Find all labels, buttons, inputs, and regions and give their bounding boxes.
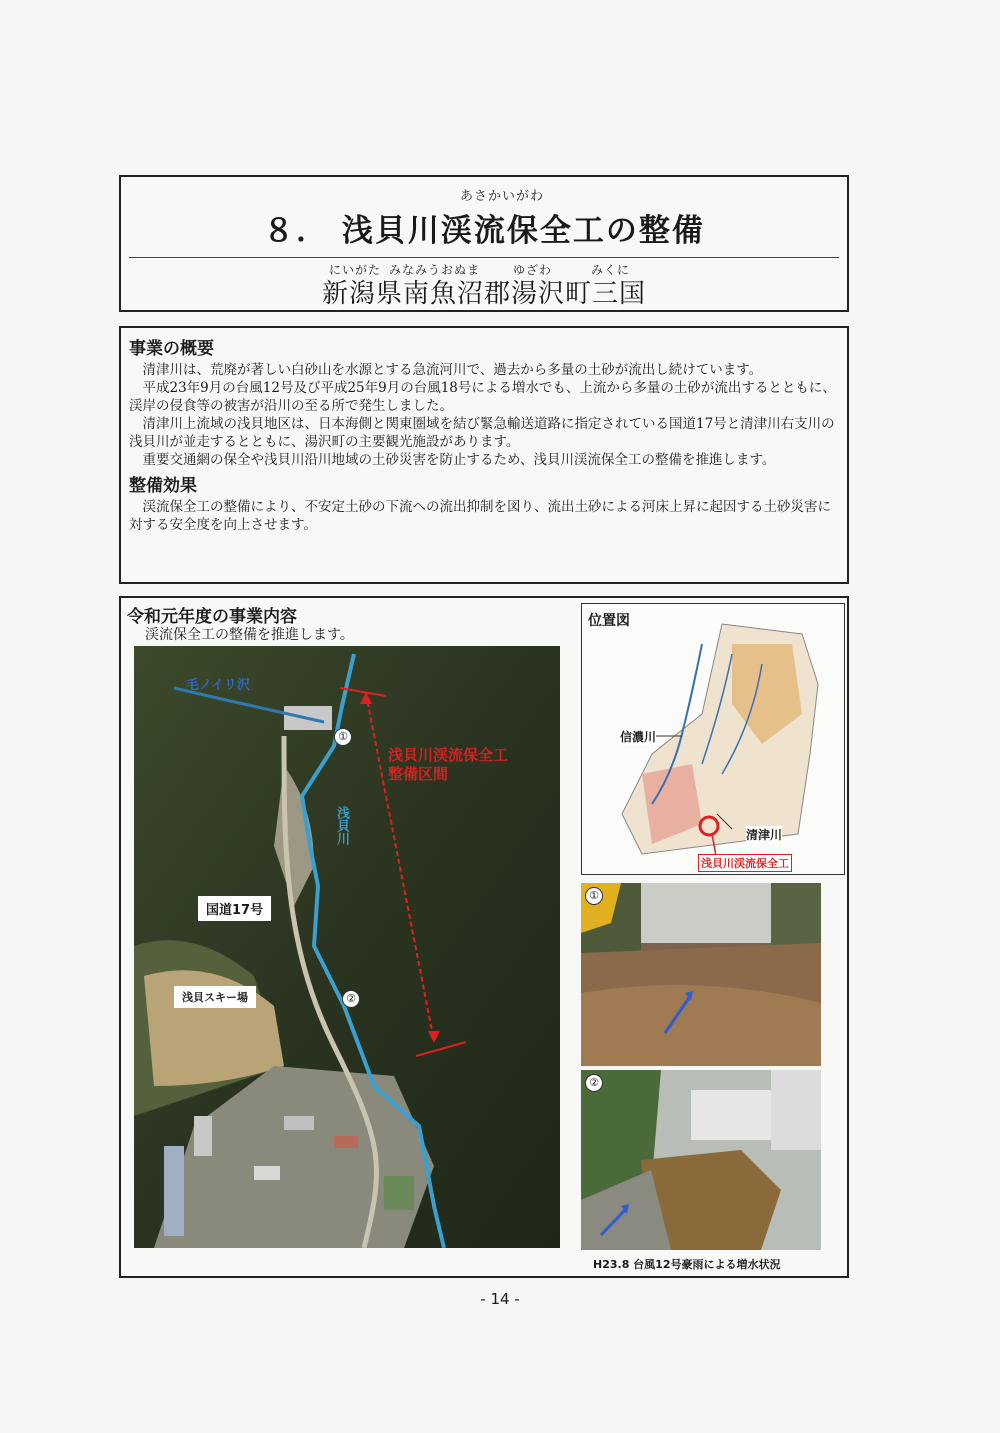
road-label: 国道17号 <box>198 896 271 921</box>
subtitle-ruby-3: ゆざわ <box>513 263 553 277</box>
flood-photo-2-drawing <box>581 1070 821 1250</box>
subtitle-ruby-4: みくに <box>591 263 631 277</box>
section-label-1: 浅貝川渓流保全工 <box>388 746 509 764</box>
page-number: - 14 - <box>480 1290 520 1308</box>
subtitle-ruby-2: みなみうおぬま <box>389 263 481 277</box>
aerial-photo <box>134 646 560 1248</box>
title-ruby: あさかいがわ <box>460 189 545 204</box>
title-box <box>119 175 849 312</box>
overview-paragraph: 清津川上流域の浅貝地区は、日本海側と関東圏域を結び緊急輸送道路に指定されている国道17号と清津川右支川の浅貝川が並走するとともに、湯沢町の主要観光施設があります。 <box>129 416 835 450</box>
title-divider <box>129 257 839 258</box>
flood-photo-1 <box>581 883 821 1066</box>
marker-2: ② <box>342 990 360 1008</box>
ski-label: 浅貝スキー場 <box>174 986 256 1008</box>
overview-paragraph: 清津川は、荒廃が著しい白砂山を水源とする急流河川で、過去から多量の土砂が流出し続けています。 <box>142 362 763 378</box>
work-heading: 令和元年度の事業内容 <box>127 607 297 627</box>
marker-1: ① <box>334 728 352 746</box>
river-label: 浅貝川 <box>334 806 349 845</box>
site-label: 浅貝川渓流保全工 <box>698 854 792 872</box>
subtitle-ruby-1: にいがた <box>329 263 382 277</box>
flood-photo-1-drawing <box>581 883 821 1066</box>
effect-heading: 整備効果 <box>129 476 197 496</box>
overview-box <box>119 326 849 584</box>
work-box <box>119 596 849 1278</box>
work-text: 渓流保全工の整備を推進します。 <box>145 627 354 643</box>
flood-photo-2 <box>581 1070 821 1250</box>
location-map <box>581 603 845 875</box>
kiyotsu-label: 清津川 <box>746 828 783 842</box>
section-label-2: 整備区間 <box>388 765 449 783</box>
photo-2-number: ② <box>585 1074 603 1092</box>
page-subtitle: 新潟県南魚沼郡湯沢町三国 <box>321 279 646 309</box>
effect-paragraph: 渓流保全工の整備により、不安定土砂の下流への流出抑制を図り、流出土砂による河床上昇に起因する土砂災害に対する安全度を向上させます。 <box>129 499 831 533</box>
overview-paragraph: 平成23年9月の台風12号及び平成25年9月の台風18号による増水でも、上流から多量の土砂が流出するとともに、渓岸の侵食等の被害が沿川の至る所で発生しました。 <box>129 380 836 414</box>
photo-caption: H23.8 台風12号豪雨による増水状況 <box>593 1258 781 1271</box>
photo-1-number: ① <box>585 887 603 905</box>
location-map-title: 位置図 <box>588 613 630 629</box>
stream-label: 毛ノイリ沢 <box>186 678 250 693</box>
overview-paragraph: 重要交通網の保全や浅貝川沿川地域の土砂災害を防止するため、浅貝川渓流保全工の整備を推進します。 <box>142 452 776 468</box>
page-title: ８． 浅貝川渓流保全工の整備 <box>263 213 705 249</box>
shinano-label: 信濃川 <box>620 730 657 744</box>
overview-heading: 事業の概要 <box>129 339 214 359</box>
